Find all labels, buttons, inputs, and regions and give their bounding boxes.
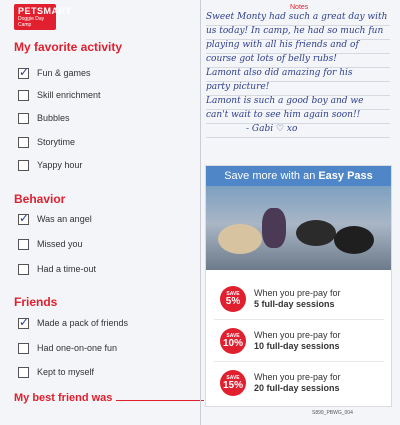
dog-shape xyxy=(334,226,374,254)
dogs-photo xyxy=(206,186,391,270)
note-line: party picture! xyxy=(206,82,390,96)
offer-line2: 20 full-day sessions xyxy=(254,383,340,393)
checkbox[interactable] xyxy=(18,64,30,79)
offer-line1: When you pre-pay for xyxy=(254,288,341,298)
checkbox-label: Yappy hour xyxy=(37,160,83,170)
checkbox-label: Skill enrichment xyxy=(37,90,101,100)
offer-10 xyxy=(220,328,341,354)
easy-pass-heading xyxy=(206,166,391,186)
badge-save-text: SAVE xyxy=(226,332,240,339)
best-friend-blank-line[interactable] xyxy=(116,400,204,401)
checkbox-label: Had a time-out xyxy=(37,264,97,274)
offer-line2: 10 full-day sessions xyxy=(254,341,340,351)
check-mark-icon: ✓ xyxy=(19,210,30,225)
checkbox-item-pack-of-friends[interactable] xyxy=(18,316,128,330)
checkbox-item-skill-enrichment[interactable] xyxy=(18,88,101,102)
fold-line xyxy=(200,0,201,425)
checkbox-item-time-out[interactable] xyxy=(18,262,96,276)
checkbox[interactable] xyxy=(18,160,29,171)
note-line: can't wait to see him again soon!! xyxy=(206,110,390,124)
checkbox-item-one-on-one[interactable] xyxy=(18,341,117,355)
form-code: S899_PBWG_004 xyxy=(312,410,353,416)
best-friend-field[interactable] xyxy=(14,392,204,404)
badge-percent: 5% xyxy=(225,295,241,307)
note-line: playing with all his friends and of xyxy=(206,40,390,54)
badge-percent: 10% xyxy=(222,337,243,349)
checkbox-label: Bubbles xyxy=(37,113,70,123)
checkbox-label: Storytime xyxy=(37,137,76,147)
section-title-behavior: Behavior xyxy=(14,192,66,206)
handwritten-notes xyxy=(206,12,390,138)
checkbox[interactable] xyxy=(18,367,29,378)
section-title-activity: My favorite activity xyxy=(14,40,123,54)
checkbox-label: Fun & games xyxy=(37,68,91,78)
checkbox[interactable] xyxy=(18,90,29,101)
checkbox-item-missed-you[interactable] xyxy=(18,237,83,251)
easy-pass-brand: Easy Pass xyxy=(318,170,373,182)
checkbox[interactable] xyxy=(18,343,29,354)
dog-shape xyxy=(296,220,336,246)
easy-pass-heading-prefix: Save more with an xyxy=(224,170,316,182)
logo-subtitle: Doggie Day Camp xyxy=(18,16,45,28)
checkbox[interactable] xyxy=(18,314,30,329)
note-line: Lamont also did amazing for his xyxy=(206,68,390,82)
save-badge xyxy=(220,370,246,396)
easy-pass-panel xyxy=(205,165,392,407)
offer-line1: When you pre-pay for xyxy=(254,330,341,340)
checkbox-item-yappy-hour[interactable] xyxy=(18,158,82,172)
note-line: course got lots of belly rubs! xyxy=(206,54,390,68)
note-line: Lamont is such a good boy and we xyxy=(206,96,390,110)
section-title-friends: Friends xyxy=(14,295,58,309)
checkbox-label: Missed you xyxy=(37,239,83,249)
checkbox[interactable] xyxy=(18,210,30,225)
offer-divider xyxy=(214,319,384,320)
offer-5 xyxy=(220,286,341,312)
badge-percent: 15% xyxy=(222,379,243,391)
checkbox-item-kept-to-myself[interactable] xyxy=(18,365,94,379)
notes-label: Notes xyxy=(290,4,309,11)
checkbox-item-fun-games[interactable] xyxy=(18,66,91,80)
note-line: us today! In camp, he had so much fun xyxy=(206,26,390,40)
checkbox-label: Had one-on-one fun xyxy=(37,343,118,353)
offer-15 xyxy=(220,370,341,396)
checkbox[interactable] xyxy=(18,239,29,250)
checkbox[interactable] xyxy=(18,137,29,148)
checkbox-label: Made a pack of friends xyxy=(37,318,129,328)
petsmart-logo xyxy=(14,4,72,30)
note-line: Sweet Monty had such a great day with xyxy=(206,12,390,26)
badge-save-text: SAVE xyxy=(226,290,240,297)
person-shape xyxy=(262,208,286,248)
offer-line1: When you pre-pay for xyxy=(254,372,341,382)
checkbox-item-bubbles[interactable] xyxy=(18,111,70,125)
badge-save-text: SAVE xyxy=(226,374,240,381)
check-mark-icon: ✓ xyxy=(19,64,30,79)
logo-brand: PETSMART xyxy=(18,6,72,16)
note-line: - Gabi ♡ xo xyxy=(206,124,390,138)
checkbox-label: Was an angel xyxy=(37,214,92,224)
checkbox-item-storytime[interactable] xyxy=(18,135,75,149)
save-badge xyxy=(220,328,246,354)
checkbox[interactable] xyxy=(18,113,29,124)
best-friend-label: My best friend was xyxy=(14,392,113,404)
dog-shape xyxy=(218,224,262,254)
check-mark-icon: ✓ xyxy=(19,314,30,329)
offer-line2: 5 full-day sessions xyxy=(254,299,335,309)
offer-divider xyxy=(214,361,384,362)
checkbox[interactable] xyxy=(18,264,29,275)
checkbox-item-was-an-angel[interactable] xyxy=(18,212,92,226)
save-badge xyxy=(220,286,246,312)
checkbox-label: Kept to myself xyxy=(37,367,95,377)
